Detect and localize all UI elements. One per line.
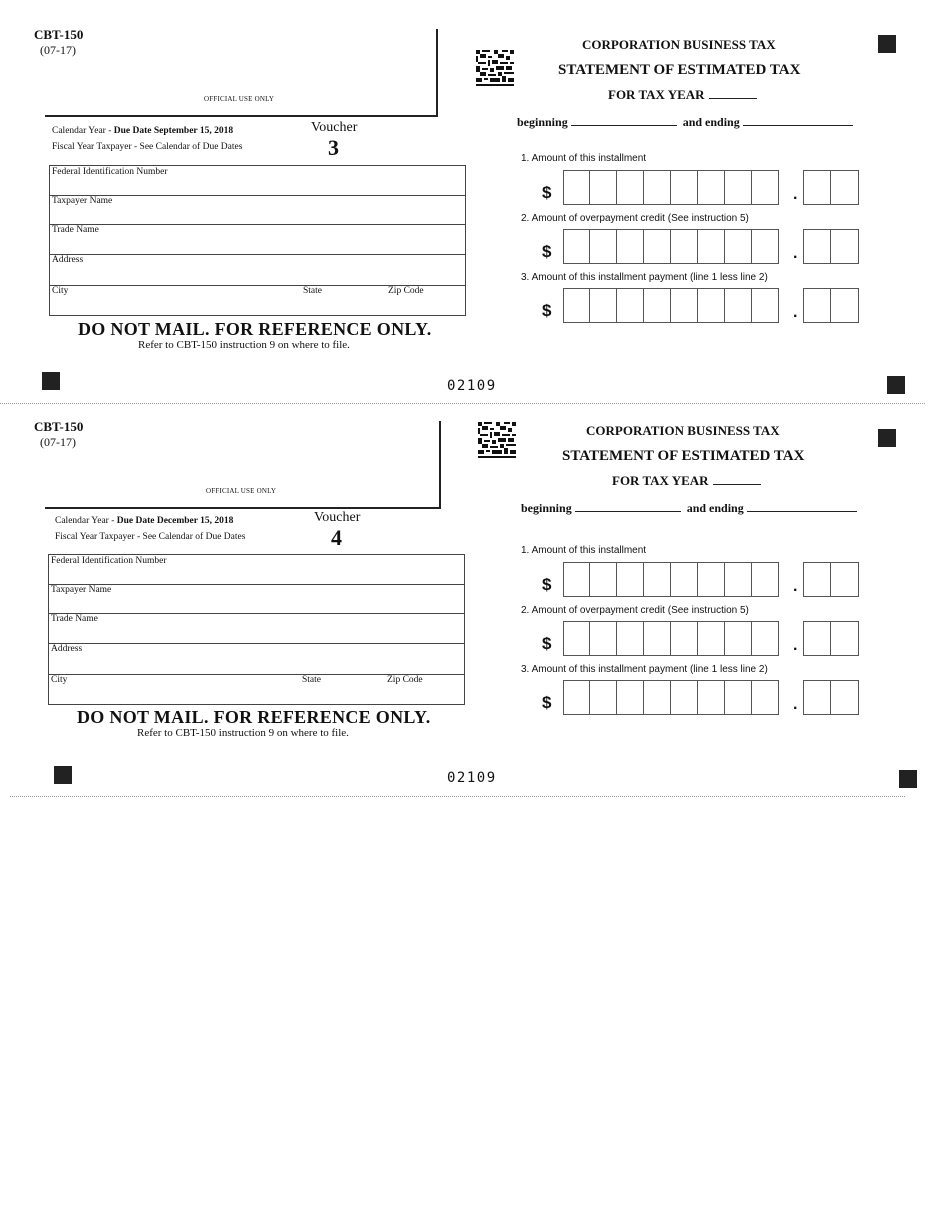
- tax-year-input[interactable]: [709, 86, 757, 99]
- do-not-mail-notice: DO NOT MAIL. FOR REFERENCE ONLY.: [78, 319, 432, 339]
- tax-year: [612, 472, 761, 489]
- dollar-sign: $: [542, 301, 552, 320]
- line-1-label: 1. Amount of this installment: [521, 545, 647, 556]
- line-3-dollars-input[interactable]: [563, 680, 779, 715]
- decimal-point: .: [793, 578, 798, 595]
- tax-period: [521, 500, 860, 516]
- federal-id-field[interactable]: [49, 555, 464, 585]
- ending-label: and ending: [686, 501, 744, 515]
- barcode-icon: [476, 50, 514, 86]
- field-label: Federal Identification Number: [51, 556, 167, 566]
- line-1-cents-input[interactable]: [803, 562, 859, 597]
- line-2-dollars-input[interactable]: [563, 229, 779, 264]
- field-label: Trade Name: [51, 614, 98, 624]
- calendar-year-prefix: Calendar Year -: [52, 126, 114, 136]
- address-field[interactable]: [49, 643, 464, 675]
- decimal-point: .: [793, 186, 798, 203]
- do-not-mail-notice: DO NOT MAIL. FOR REFERENCE ONLY.: [77, 707, 431, 727]
- refer-instruction: Refer to CBT-150 instruction 9 on where to file.: [138, 339, 350, 351]
- zip-label: Zip Code: [388, 286, 424, 296]
- form-id: CBT-150: [34, 419, 84, 434]
- registration-mark: [878, 35, 896, 53]
- line-1-label: 1. Amount of this installment: [521, 153, 647, 164]
- tax-year-input[interactable]: [713, 472, 761, 485]
- decimal-point: .: [793, 304, 798, 321]
- voucher-number: 3: [328, 135, 339, 160]
- state-label: State: [303, 286, 322, 296]
- state-label: State: [302, 675, 321, 685]
- official-use-box: [45, 421, 441, 509]
- corp-title: CORPORATION BUSINESS TAX: [582, 37, 776, 52]
- line-2-dollars-input[interactable]: [563, 621, 779, 656]
- refer-instruction: Refer to CBT-150 instruction 9 on where to file.: [137, 727, 349, 739]
- voucher-label: Voucher: [311, 120, 358, 135]
- tax-year-label: FOR TAX YEAR: [612, 473, 709, 488]
- line-1-dollars-input[interactable]: [563, 562, 779, 597]
- ending-input[interactable]: [743, 114, 853, 126]
- form-revision: (07-17): [40, 43, 76, 57]
- registration-mark: [899, 770, 917, 788]
- official-use-box: [45, 29, 438, 117]
- trade-name-field[interactable]: [49, 613, 464, 644]
- field-label: Address: [52, 255, 84, 265]
- line-3-cents-input[interactable]: [803, 680, 859, 715]
- dollar-sign: $: [542, 693, 552, 712]
- scanline-code: 02109: [447, 378, 497, 394]
- line-2-label: 2. Amount of overpayment credit (See instruction 5): [521, 213, 749, 224]
- field-label: Address: [51, 644, 83, 654]
- statement-title: STATEMENT OF ESTIMATED TAX: [562, 448, 805, 464]
- line-3-label: 3. Amount of this installment payment (line 1 less line 2): [521, 272, 768, 283]
- dollar-sign: $: [542, 242, 552, 261]
- city-label: City: [52, 286, 69, 296]
- line-3-dollars-input[interactable]: [563, 288, 779, 323]
- statement-title: STATEMENT OF ESTIMATED TAX: [558, 62, 801, 78]
- line-2-label: 2. Amount of overpayment credit (See instruction 5): [521, 605, 749, 616]
- registration-mark: [878, 429, 896, 447]
- fiscal-note: Fiscal Year Taxpayer - See Calendar of Due Dates: [55, 532, 246, 542]
- zip-label: Zip Code: [387, 675, 423, 685]
- corp-title: CORPORATION BUSINESS TAX: [586, 423, 780, 438]
- ending-label: and ending: [682, 115, 740, 129]
- tax-year-label: FOR TAX YEAR: [608, 87, 705, 102]
- calendar-due-date: [52, 126, 233, 136]
- field-label: Trade Name: [52, 225, 99, 235]
- taxpayer-info-box: [48, 554, 465, 705]
- field-label: Federal Identification Number: [52, 167, 168, 177]
- line-3-label: 3. Amount of this installment payment (line 1 less line 2): [521, 664, 768, 675]
- beginning-label: beginning: [521, 501, 572, 515]
- decimal-point: .: [793, 696, 798, 713]
- perforation-line: [10, 796, 905, 797]
- line-1-dollars-input[interactable]: [563, 170, 779, 205]
- city-state-zip-field[interactable]: [50, 285, 465, 316]
- registration-mark: [54, 766, 72, 784]
- tax-year: [608, 86, 757, 103]
- calendar-due-date: [55, 516, 233, 526]
- beginning-label: beginning: [517, 115, 568, 129]
- decimal-point: .: [793, 637, 798, 654]
- beginning-input[interactable]: [575, 500, 681, 512]
- form-id: CBT-150: [34, 27, 84, 42]
- beginning-input[interactable]: [571, 114, 677, 126]
- line-2-cents-input[interactable]: [803, 621, 859, 656]
- ending-input[interactable]: [747, 500, 857, 512]
- form-revision: (07-17): [40, 435, 76, 449]
- due-date: Due Date December 15, 2018: [116, 516, 234, 526]
- taxpayer-name-field[interactable]: [49, 584, 464, 614]
- federal-id-field[interactable]: [50, 166, 465, 196]
- trade-name-field[interactable]: [50, 224, 465, 255]
- address-field[interactable]: [50, 254, 465, 286]
- city-label: City: [51, 675, 68, 685]
- fiscal-note: Fiscal Year Taxpayer - See Calendar of Due Dates: [52, 142, 243, 152]
- dollar-sign: $: [542, 575, 552, 594]
- voucher-4: [0, 392, 950, 784]
- scanline-code: 02109: [447, 770, 497, 786]
- decimal-point: .: [793, 245, 798, 262]
- due-date: Due Date September 15, 2018: [113, 126, 234, 136]
- line-2-cents-input[interactable]: [803, 229, 859, 264]
- taxpayer-name-field[interactable]: [50, 195, 465, 225]
- taxpayer-info-box: [49, 165, 466, 316]
- dollar-sign: $: [542, 183, 552, 202]
- line-1-cents-input[interactable]: [803, 170, 859, 205]
- voucher-label: Voucher: [314, 510, 361, 525]
- official-use-label: OFFICIAL USE ONLY: [204, 95, 275, 103]
- voucher-number: 4: [331, 525, 342, 550]
- calendar-year-prefix: Calendar Year -: [55, 516, 117, 526]
- field-label: Taxpayer Name: [52, 196, 113, 206]
- dollar-sign: $: [542, 634, 552, 653]
- field-label: Taxpayer Name: [51, 585, 112, 595]
- line-3-cents-input[interactable]: [803, 288, 859, 323]
- barcode-icon: [478, 422, 516, 458]
- registration-mark: [42, 372, 60, 390]
- city-state-zip-field[interactable]: [49, 674, 464, 705]
- tax-period: [517, 114, 856, 130]
- voucher-3: [0, 0, 950, 392]
- official-use-label: OFFICIAL USE ONLY: [206, 487, 277, 495]
